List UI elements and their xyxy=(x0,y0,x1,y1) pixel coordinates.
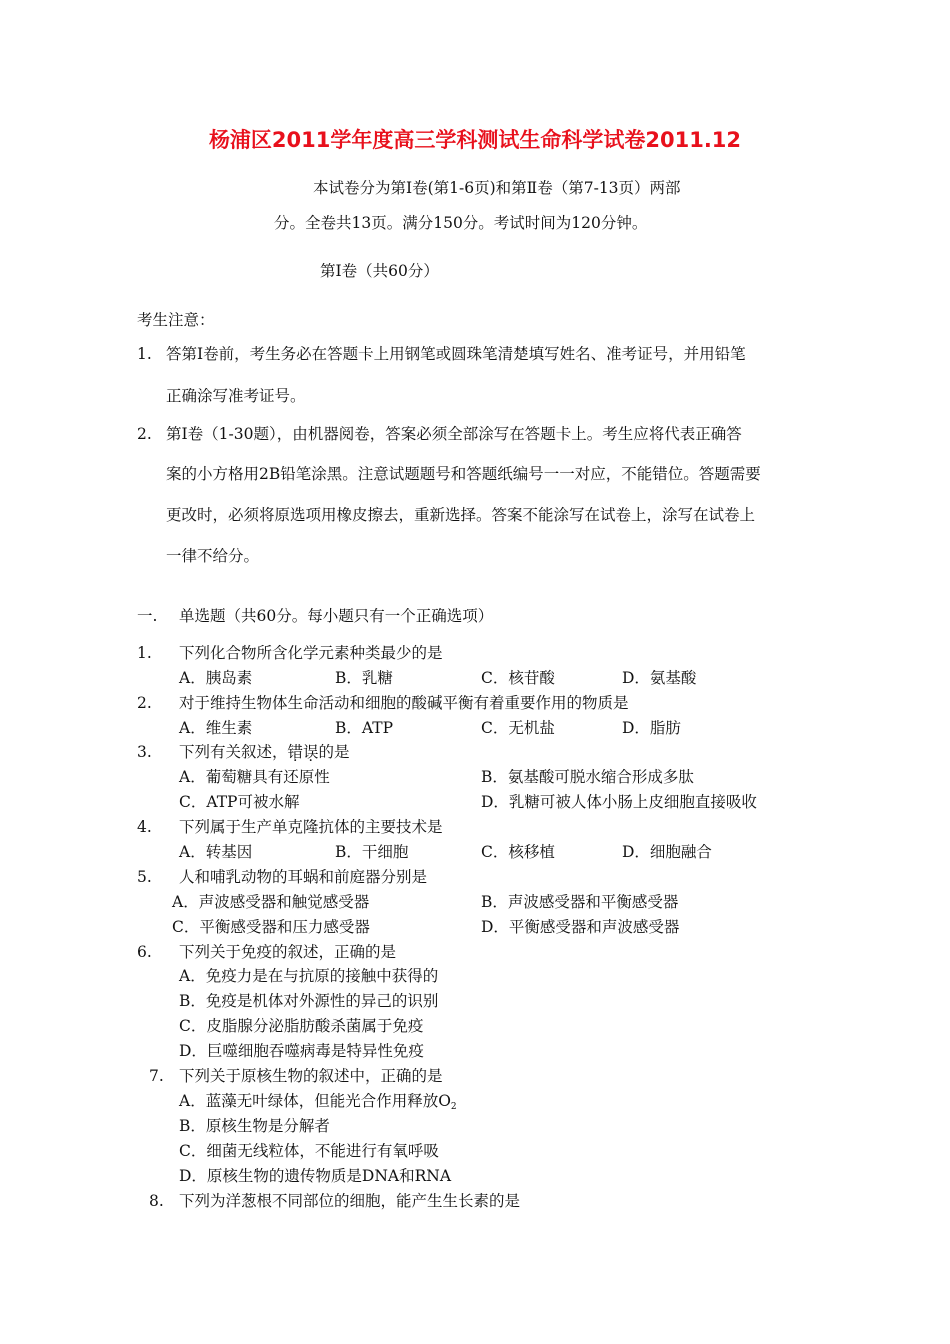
question-3-option-a: A．葡萄糖具有还原性 xyxy=(179,768,330,786)
question-4-number: 4. xyxy=(137,818,152,836)
question-7-option-c: C．细菌无线粒体，不能进行有氧呼吸 xyxy=(179,1142,439,1160)
question-6-stem: 下列关于免疫的叙述，正确的是 xyxy=(179,943,397,961)
notice-item-1-line-1: 答第Ⅰ卷前，考生务必在答题卡上用钢笔或圆珠笔清楚填写姓名、准考证号，并用铅笔 xyxy=(166,345,746,363)
question-1-number: 1. xyxy=(137,644,152,662)
question-1-option-b: B．乳糖 xyxy=(335,669,393,687)
question-3-stem xyxy=(179,742,350,762)
question-6-number: 6. xyxy=(137,943,152,961)
question-7-stem: 下列关于原核生物的叙述中，正确的是 xyxy=(179,1067,443,1085)
question-2-option-a: A．维生素 xyxy=(179,719,253,737)
question-6-option-c: C．皮脂腺分泌脂肪酸杀菌属于免疫 xyxy=(179,1017,424,1035)
question-7-option-b: B．原核生物是分解者 xyxy=(179,1117,330,1135)
question-7-option-d: D．原核生物的遗传物质是DNA和RNA xyxy=(179,1167,452,1185)
question-1-option-c: C．核苷酸 xyxy=(481,669,555,687)
question-6-option-d: D．巨噬细胞吞噬病毒是特异性免疫 xyxy=(179,1042,424,1060)
question-7-option-a-text: A．蓝藻无叶绿体，但能光合作用释放O xyxy=(179,1092,451,1110)
notice-item-2-line-1: 第Ⅰ卷（1-30题），由机器阅卷，答案必须全部涂写在答题卡上。考生应将代表正确答 xyxy=(166,425,742,443)
question-5-number: 5. xyxy=(137,868,152,886)
question-3-emphasis-2: 误 xyxy=(303,743,319,761)
notice-item-1-number: 1. xyxy=(137,345,152,363)
notice-item-1-line-2: 正确涂写准考证号。 xyxy=(166,387,306,405)
question-4-option-a: A．转基因 xyxy=(179,843,253,861)
question-7-option-a xyxy=(179,1091,457,1117)
notice-item-2-line-3: 更改时，必须将原选项用橡皮擦去，重新选择。答案不能涂写在试卷上，涂写在试卷上 xyxy=(166,506,756,524)
question-8-number: 8. xyxy=(149,1192,164,1210)
question-4-option-b: B．干细胞 xyxy=(335,843,409,861)
intro-line-2: 分。全卷共13页。满分150分。考试时间为120分钟。 xyxy=(274,214,648,232)
question-1-option-a: A．胰岛素 xyxy=(179,669,253,687)
section-label: 单选题（共60分。每小题只有一个正确选项） xyxy=(179,607,494,625)
question-3-stem-prefix: 下列有关叙述， xyxy=(179,743,288,761)
notice-heading: 考生注意： xyxy=(137,311,215,329)
notice-item-2-line-2: 案的小方格用2B铅笔涂黑。注意试题题号和答题纸编号一一对应，不能错位。答题需要 xyxy=(166,465,761,483)
question-2-stem: 对于维持生物体生命活动和细胞的酸碱平衡有着重要作用的物质是 xyxy=(179,694,629,712)
question-4-stem: 下列属于生产单克隆抗体的主要技术是 xyxy=(179,818,443,836)
question-2-option-c: C．无机盐 xyxy=(481,719,555,737)
question-5-option-b: B．声波感受器和平衡感受器 xyxy=(481,893,679,911)
notice-item-2-line-4: 一律不给分。 xyxy=(166,547,260,565)
section-number: 一. xyxy=(137,607,158,625)
question-3-stem-suffix: 的是 xyxy=(318,743,350,761)
question-3-option-b: B．氨基酸可脱水缩合形成多肽 xyxy=(481,768,694,786)
question-3-option-d: D．乳糖可被人体小肠上皮细胞直接吸收 xyxy=(481,793,757,811)
question-2-number: 2. xyxy=(137,694,152,712)
question-4-option-c: C．核移植 xyxy=(481,843,555,861)
question-3-emphasis-1: 错 xyxy=(287,743,304,761)
part-title: 第Ⅰ卷（共60分） xyxy=(320,262,439,280)
question-2-option-b: B．ATP xyxy=(335,719,394,737)
question-5-option-d: D．平衡感受器和声波感受器 xyxy=(481,918,680,936)
question-1-option-d: D．氨基酸 xyxy=(622,669,697,687)
question-5-option-c: C．平衡感受器和压力感受器 xyxy=(172,918,370,936)
question-7-number: 7. xyxy=(149,1067,164,1085)
question-1-stem: 下列化合物所含化学元素种类最少的是 xyxy=(179,644,443,662)
question-5-option-a: A．声波感受器和触觉感受器 xyxy=(172,893,370,911)
question-3-number: 3. xyxy=(137,743,152,761)
question-6-option-a: A．免疫力是在与抗原的接触中获得的 xyxy=(179,967,439,985)
question-5-stem: 人和哺乳动物的耳蜗和前庭器分别是 xyxy=(179,868,428,886)
question-6-option-b: B．免疫是机体对外源性的异己的识别 xyxy=(179,992,439,1010)
question-2-option-d: D．脂肪 xyxy=(622,719,681,737)
question-4-option-d: D．细胞融合 xyxy=(622,843,712,861)
exam-title: 杨浦区2011学年度高三学科测试生命科学试卷2011.12 xyxy=(208,128,742,152)
question-3-option-c: C．ATP可被水解 xyxy=(179,793,300,811)
question-7-option-a-subscript: 2 xyxy=(450,1102,457,1112)
notice-item-2-number: 2. xyxy=(137,425,152,443)
intro-line-1: 本试卷分为第Ⅰ卷(第1-6页)和第Ⅱ卷（第7-13页）两部 xyxy=(313,179,681,197)
question-8-stem: 下列为洋葱根不同部位的细胞，能产生生长素的是 xyxy=(179,1192,521,1210)
